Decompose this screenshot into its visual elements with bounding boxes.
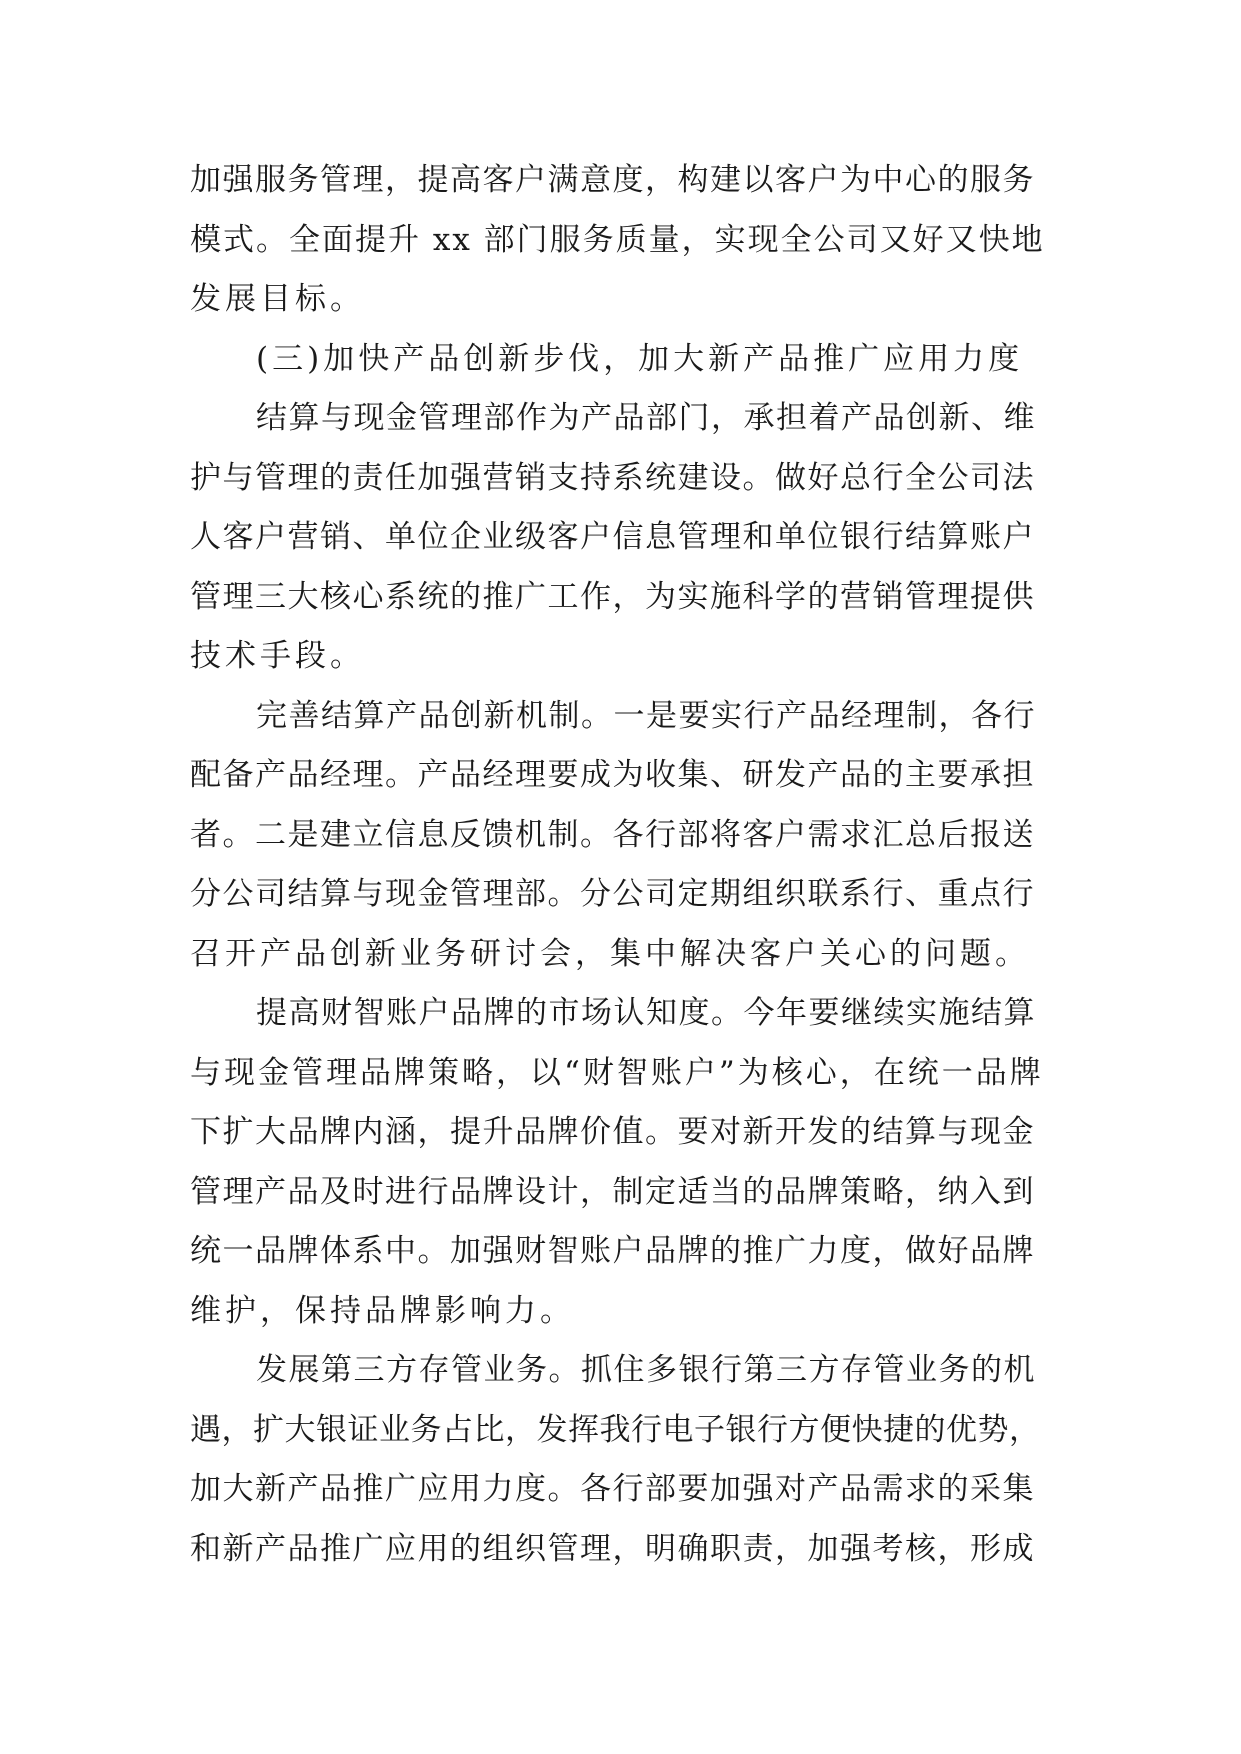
text-line: 管理产品及时进行品牌设计，制定适当的品牌策略，纳入到 — [190, 1173, 1035, 1210]
text-line: 加强服务管理，提高客户满意度，构建以客户为中心的服务 — [190, 162, 1035, 198]
text-line: 分公司结算与现金管理部。分公司定期组织联系行、重点行 — [190, 876, 1035, 912]
text-line: 统一品牌体系中。加强财智账户品牌的推广力度，做好品牌 — [190, 1233, 1035, 1269]
text-line: 人客户营销、单位企业级客户信息管理和单位银行结算账户 — [190, 519, 1035, 555]
text-line: 发展目标。 — [190, 281, 365, 317]
text-line: 与现金管理品牌策略，以“财智账户”为核心，在统一品牌 — [190, 1054, 1044, 1091]
text-line: 加大新产品推广应用力度。各行部要加强对产品需求的采集 — [190, 1471, 1035, 1507]
text-line: 维护，保持品牌影响力。 — [190, 1292, 575, 1329]
text-line: 模式。全面提升 xx 部门服务质量，实现全公司又好又快地 — [190, 221, 1045, 258]
text-line: 护与管理的责任加强营销支持系统建设。做好总行全公司法 — [190, 459, 1035, 496]
text-line: 者。二是建立信息反馈机制。各行部将客户需求汇总后报送 — [190, 816, 1035, 853]
text-line: 完善结算产品创新机制。一是要实行产品经理制，各行 — [256, 697, 1036, 734]
text-line: 召开产品创新业务研讨会，集中解决客户关心的问题。 — [190, 935, 1030, 972]
text-line: 提高财智账户品牌的市场认知度。今年要继续实施结算 — [256, 995, 1036, 1031]
text-line: 发展第三方存管业务。抓住多银行第三方存管业务的机 — [256, 1352, 1036, 1388]
text-line: 技术手段。 — [190, 638, 365, 674]
text-line: 配备产品经理。产品经理要成为收集、研发产品的主要承担 — [190, 757, 1035, 793]
text-line: 管理三大核心系统的推广工作，为实施科学的营销管理提供 — [190, 578, 1035, 615]
text-line: 结算与现金管理部作为产品部门，承担着产品创新、维 — [256, 400, 1036, 436]
text-line: 和新产品推广应用的组织管理，明确职责，加强考核，形成 — [190, 1530, 1035, 1567]
text-line: 遇，扩大银证业务占比，发挥我行电子银行方便快捷的优势， — [190, 1411, 1041, 1448]
text-line: (三)加快产品创新步伐，加大新产品推广应用力度 — [256, 340, 1024, 377]
document-body — [190, 151, 1046, 1579]
text-line: 下扩大品牌内涵，提升品牌价值。要对新开发的结算与现金 — [190, 1114, 1035, 1150]
